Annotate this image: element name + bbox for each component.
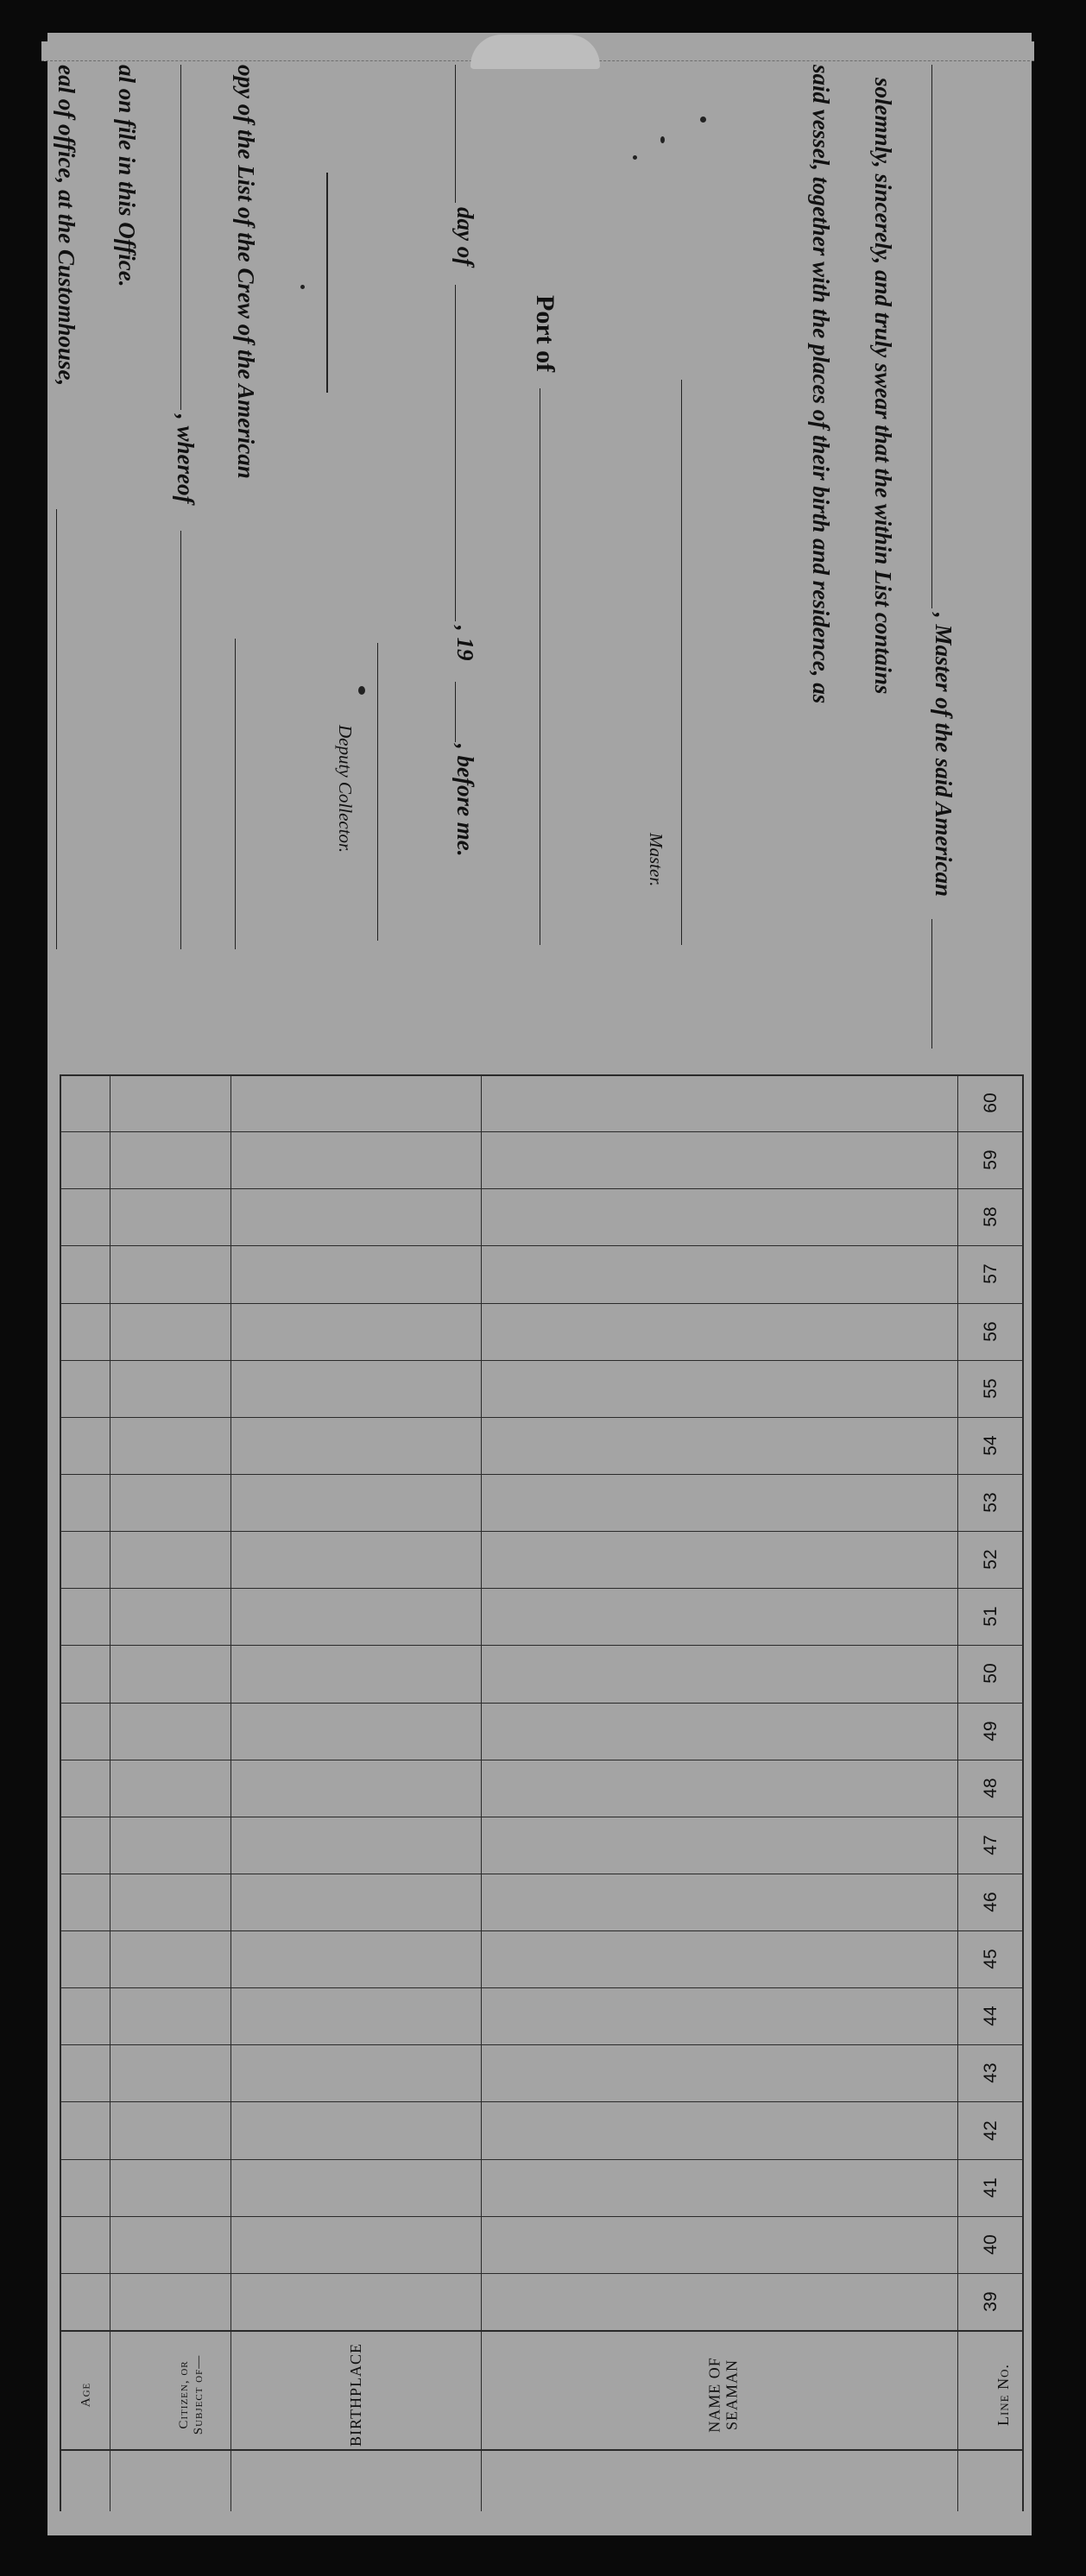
line-number: 55 bbox=[981, 1378, 1001, 1399]
line-number: 54 bbox=[981, 1435, 1001, 1456]
header-line-no: Line No. bbox=[994, 2363, 1013, 2427]
whereof-label: , whereof bbox=[173, 414, 199, 504]
oath-line-2: solemnly, sincerely, and truly swear that the within List contains bbox=[870, 78, 896, 695]
row-divider bbox=[61, 1645, 1024, 1646]
row-divider bbox=[61, 1245, 1024, 1246]
line-number: 42 bbox=[981, 2119, 1001, 2141]
row-divider bbox=[61, 1360, 1024, 1361]
before-me-label: , before me. bbox=[452, 744, 478, 857]
row-divider bbox=[61, 2159, 1024, 2160]
table-border-top bbox=[1022, 1074, 1024, 2511]
line-number: 50 bbox=[981, 1663, 1001, 1685]
line-number: 41 bbox=[981, 2176, 1001, 2198]
oath-line-1: , Master of the said American bbox=[931, 613, 957, 898]
copy-line: opy of the List of the Crew of the American bbox=[233, 65, 259, 479]
deputy-collector-label: Deputy Collector. bbox=[335, 725, 356, 853]
col-divider-birthplace bbox=[230, 1074, 231, 2511]
master-label: Master. bbox=[646, 833, 666, 887]
row-divider bbox=[61, 2044, 1024, 2045]
line-number: 57 bbox=[981, 1263, 1001, 1285]
row-divider bbox=[61, 1930, 1024, 1931]
line-number: 48 bbox=[981, 1778, 1001, 1798]
line-number: 45 bbox=[981, 1949, 1001, 1969]
line-number: 56 bbox=[981, 1320, 1001, 1342]
row-divider bbox=[61, 2101, 1024, 2102]
line-number: 44 bbox=[981, 2006, 1001, 2026]
row-divider bbox=[61, 1188, 1024, 1189]
line-number: 47 bbox=[981, 1835, 1001, 1855]
table-border-bottom bbox=[60, 1074, 61, 2511]
row-divider bbox=[61, 1588, 1024, 1589]
port-of-label: Port of bbox=[531, 295, 559, 373]
header-name: NAME OF SEAMAN bbox=[705, 2357, 741, 2433]
header-age: Age bbox=[79, 2382, 93, 2408]
line-number: 43 bbox=[981, 2063, 1001, 2084]
row-divider bbox=[61, 1074, 1024, 1075]
row-divider bbox=[61, 1703, 1024, 1704]
line-number: 49 bbox=[981, 1720, 1001, 1741]
line-number: 51 bbox=[981, 1606, 1001, 1627]
customhouse-line: eal of office, at the Customhouse, bbox=[54, 65, 79, 387]
line-number: 46 bbox=[981, 1892, 1001, 1912]
col-divider-lineno bbox=[957, 1074, 958, 2511]
header-citizen: Citizen, or Subject of— bbox=[177, 2354, 205, 2435]
col-divider-name bbox=[481, 1074, 482, 2511]
row-divider bbox=[61, 2216, 1024, 2217]
row-divider bbox=[61, 1474, 1024, 1475]
year-label: , 19 bbox=[452, 626, 478, 661]
row-divider bbox=[61, 1531, 1024, 1532]
on-file-line: al on file in this Office. bbox=[114, 65, 140, 287]
row-divider bbox=[61, 1987, 1024, 1988]
line-number: 60 bbox=[981, 1093, 1001, 1113]
row-divider bbox=[61, 2273, 1024, 2274]
line-number: 40 bbox=[981, 2234, 1001, 2255]
line-number: 52 bbox=[981, 1549, 1001, 1570]
line-number: 59 bbox=[981, 1149, 1001, 1170]
line-number: 53 bbox=[981, 1492, 1001, 1513]
row-divider bbox=[61, 2330, 1024, 2331]
line-number: 39 bbox=[981, 2291, 1001, 2312]
header-birthplace: BIRTHPLACE bbox=[347, 2343, 365, 2447]
table-right-edge bbox=[61, 2449, 1024, 2451]
row-divider bbox=[61, 1417, 1024, 1418]
oath-line-3: said vessel, together with the places of their birth and residence, as bbox=[808, 65, 834, 704]
line-number: 58 bbox=[981, 1206, 1001, 1228]
row-divider bbox=[61, 1303, 1024, 1304]
row-divider bbox=[61, 1131, 1024, 1132]
day-of-label: day of bbox=[452, 207, 478, 267]
